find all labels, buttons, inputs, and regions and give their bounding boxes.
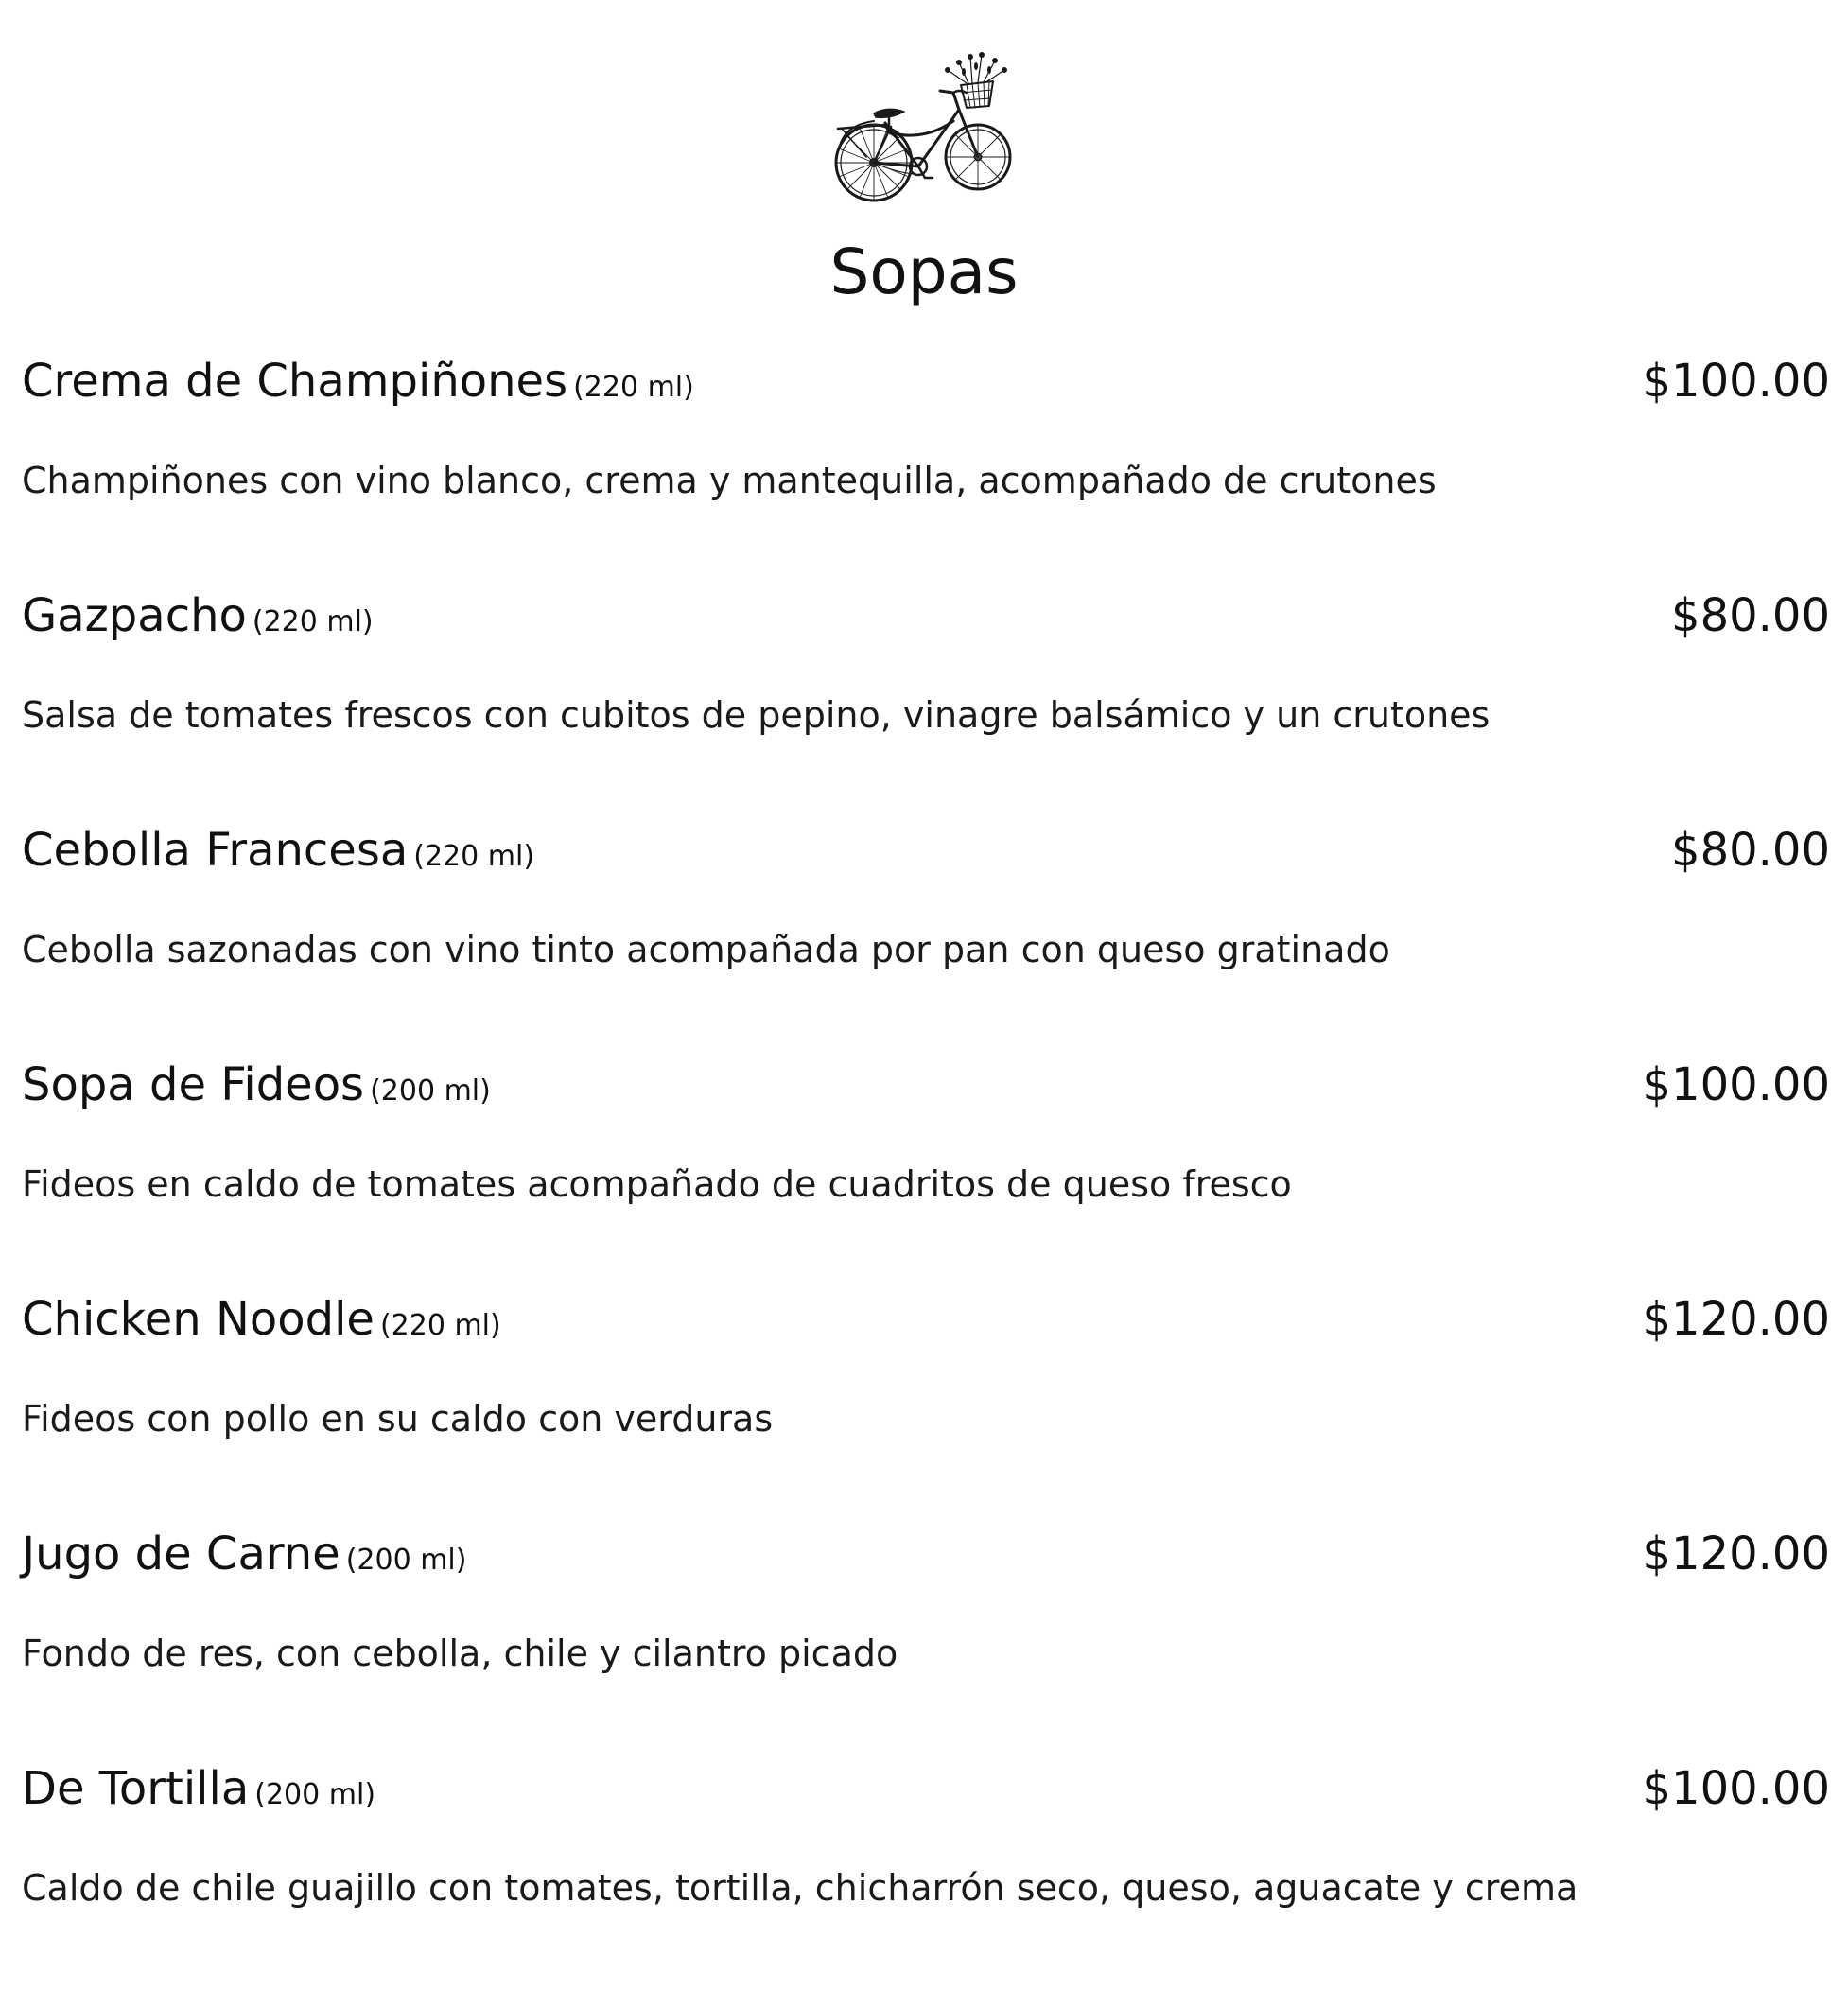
menu-item-size: (220 ml) bbox=[379, 1309, 501, 1342]
menu-item-header bbox=[22, 817, 1830, 883]
menu-item-header bbox=[22, 1755, 1830, 1822]
menu-item-header bbox=[22, 1286, 1830, 1353]
menu-item-description: Champiñones con vino blanco, crema y mantequilla, acompañado de crutones bbox=[22, 460, 1437, 501]
menu-item-name: Gazpacho bbox=[22, 589, 247, 642]
section-title: Sopas bbox=[829, 236, 1019, 308]
menu-item-description: Cebolla sazonadas con vino tinto acompañada por pan con queso gratinado bbox=[22, 929, 1390, 970]
menu-item-name: Chicken Noodle bbox=[22, 1293, 375, 1346]
menu-item bbox=[22, 1286, 1830, 1521]
menu-item-description: Caldo de chile guajillo con tomates, tortilla, chicharrón seco, queso, aguacate y crema bbox=[22, 1867, 1578, 1909]
menu-item-name: Cebolla Francesa bbox=[22, 824, 409, 877]
bicycle-with-flower-basket-icon bbox=[828, 51, 1018, 212]
menu-item-size: (200 ml) bbox=[345, 1544, 467, 1577]
menu-item bbox=[22, 1052, 1830, 1286]
menu-item-price: $100.00 bbox=[1642, 355, 1830, 408]
menu-item-header bbox=[22, 1052, 1830, 1118]
menu-item-header bbox=[22, 348, 1830, 414]
menu-item-size: (220 ml) bbox=[573, 371, 694, 404]
menu-item-price: $100.00 bbox=[1642, 1058, 1830, 1111]
menu-item bbox=[22, 1755, 1830, 1990]
menu-item-name: De Tortilla bbox=[22, 1762, 250, 1815]
menu-item-name: Crema de Champiñones bbox=[22, 355, 568, 408]
menu-item-price: $120.00 bbox=[1642, 1293, 1830, 1346]
menu-item-size: (220 ml) bbox=[413, 840, 535, 873]
menu-item-price: $80.00 bbox=[1671, 824, 1830, 877]
menu-item-price: $80.00 bbox=[1671, 589, 1830, 642]
menu-item-description: Fondo de res, con cebolla, chile y cilantro picado bbox=[22, 1632, 898, 1674]
menu-item-header bbox=[22, 1521, 1830, 1587]
menu-item-price: $120.00 bbox=[1642, 1527, 1830, 1580]
menu-item-name: Sopa de Fideos bbox=[22, 1058, 365, 1111]
menu-item-description: Fideos con pollo en su caldo con verduras bbox=[22, 1398, 774, 1440]
menu-item bbox=[22, 583, 1830, 817]
menu-item bbox=[22, 817, 1830, 1052]
menu-item-description: Fideos en caldo de tomates acompañado de cuadritos de queso fresco bbox=[22, 1163, 1292, 1205]
menu-item-size: (220 ml) bbox=[252, 605, 374, 638]
menu-item bbox=[22, 348, 1830, 583]
menu-list bbox=[22, 348, 1830, 1990]
menu-item-header bbox=[22, 583, 1830, 649]
menu-item-description: Salsa de tomates frescos con cubitos de pepino, vinagre balsámico y un crutones bbox=[22, 694, 1491, 736]
menu-item-price: $100.00 bbox=[1642, 1762, 1830, 1815]
menu-item-size: (200 ml) bbox=[254, 1778, 376, 1811]
menu-item bbox=[22, 1521, 1830, 1755]
menu-item-size: (200 ml) bbox=[370, 1074, 491, 1108]
menu-item-name: Jugo de Carne bbox=[22, 1527, 340, 1580]
